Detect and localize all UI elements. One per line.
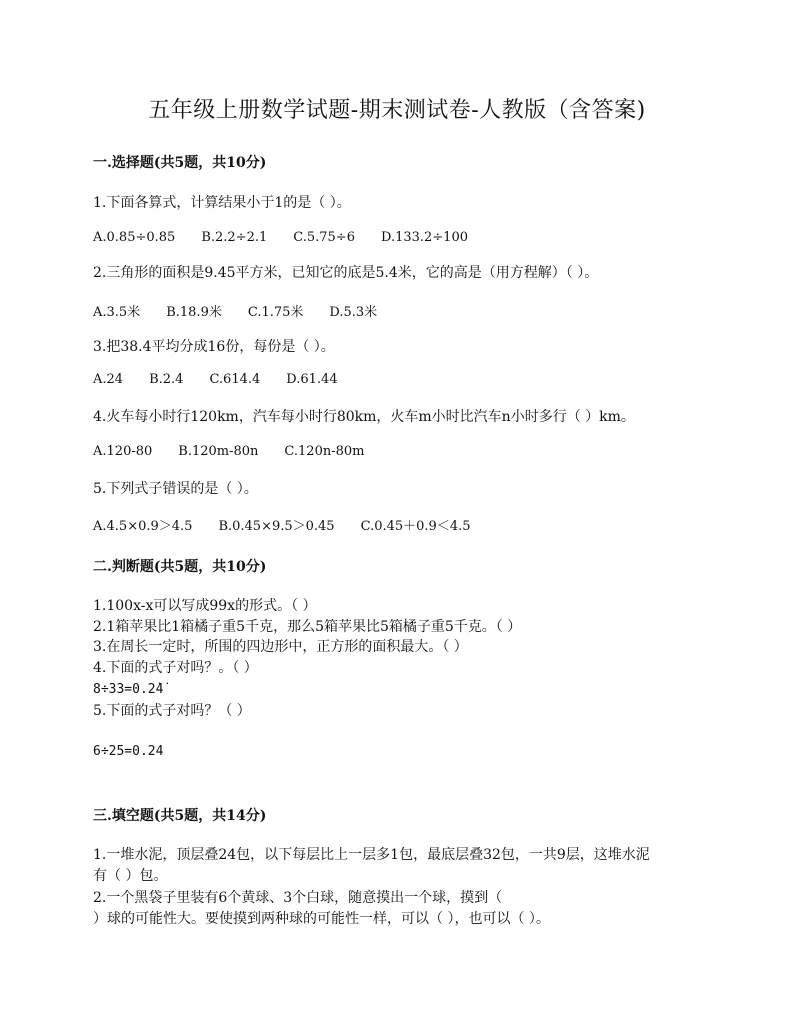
question-options (93, 372, 364, 387)
section-heading-choice: 一.选择题(共5题，共10分) (93, 155, 267, 171)
option: B.120m-80n (178, 444, 259, 459)
question-options (93, 230, 494, 245)
question-text: 1.下面各算式，计算结果小于1的是（ ）。 (93, 195, 351, 211)
section-heading-judgement: 二.判断题(共5题，共10分) (93, 559, 267, 575)
judgement-line: 5.下面的式子对吗？（ ） (93, 703, 251, 719)
option: D.61.44 (286, 372, 338, 387)
page-title: 五年级上册数学试题-期末测试卷-人教版（含答案) (148, 98, 646, 123)
option: A.0.85÷0.85 (93, 230, 176, 245)
section-heading-fill: 三.填空题(共5题，共14分) (93, 808, 267, 824)
question-text: 4.火车每小时行120km，汽车每小时行80km，火车m小时比汽车n小时多行（ ）km。 (93, 409, 635, 425)
question-options (93, 515, 497, 534)
option: C.1.75米 (247, 305, 304, 320)
option: A.120-80 (93, 444, 153, 459)
question-options (93, 444, 391, 459)
fill-line: 有（ ）包。 (93, 868, 168, 884)
judgement-expression: 8÷33=0.2̇4̇ (93, 682, 164, 697)
option: A.24 (93, 372, 124, 387)
option: B.2.4 (149, 372, 184, 387)
option: C.0.45＋0.9＜4.5 (360, 519, 471, 534)
judgement-line: 3.在周长一定时，所围的四边形中，正方形的面积最大。（ ） (93, 639, 468, 655)
question-text: 2.三角形的面积是9.45平方米，已知它的底是5.4米，它的高是（用方程解）（ ）。 (93, 265, 599, 281)
option: B.18.9米 (166, 305, 222, 320)
judgement-line: 4.下面的式子对吗？。（ ） (93, 660, 258, 676)
option: B.2.2÷2.1 (201, 230, 268, 245)
question-text: 5.下列式子错误的是（ ）。 (93, 481, 258, 497)
fill-line: 1.一堆水泥，顶层叠24包，以下每层比上一层多1包，最底层叠32包，一共9层，这堆水泥 (93, 847, 650, 863)
judgement-expression: 6÷25=0.24 (93, 744, 164, 759)
option: A.4.5×0.9＞4.5 (93, 519, 193, 534)
judgement-line: 2.1箱苹果比1箱橘子重5千克，那么5箱苹果比5箱橘子重5千克。（ ） (93, 619, 522, 635)
question-options (93, 301, 403, 320)
option: D.133.2÷100 (380, 230, 468, 245)
fill-line: 2.一个黑袋子里装有6个黄球、3个白球，随意摸出一个球，摸到（ (93, 890, 503, 906)
option: D.5.3米 (329, 305, 378, 320)
question-text: 3.把38.4平均分成16份，每份是（ ）。 (93, 339, 335, 355)
option: A.3.5米 (93, 305, 141, 320)
option: B.0.45×9.5＞0.45 (218, 519, 335, 534)
option: C.120n-80m (284, 444, 365, 459)
judgement-line: 1.100x-x可以写成99x的形式。（ ） (93, 598, 317, 614)
option: C.5.75÷6 (293, 230, 355, 245)
option: C.614.4 (209, 372, 261, 387)
fill-line: ）球的可能性大。要使摸到两种球的可能性一样，可以（ ），也可以（ ）。 (93, 911, 550, 927)
